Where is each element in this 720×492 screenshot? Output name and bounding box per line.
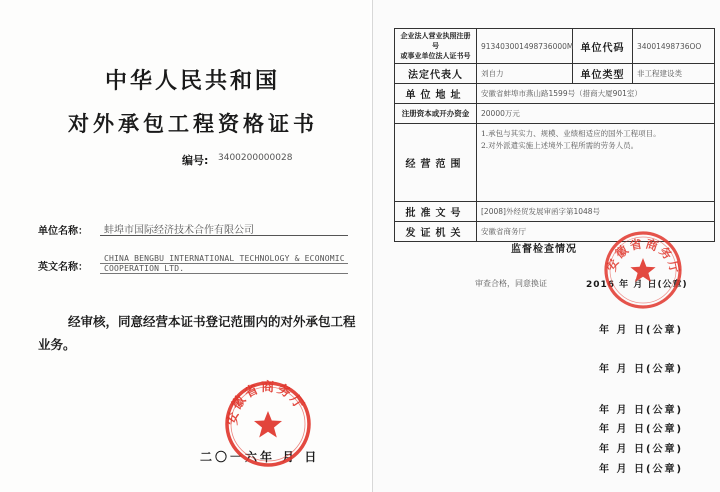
english-name-underline-2	[100, 273, 348, 274]
legal-rep-label: 法定代表人	[395, 64, 477, 84]
issuer-value: 安徽省商务厅	[477, 222, 715, 242]
table-row	[395, 202, 715, 222]
approval-doc-label: 批准文号	[395, 202, 477, 222]
certificate-title-line1: 中华人民共和国	[105, 68, 281, 94]
table-row	[395, 64, 715, 84]
unit-code-value: 34001498736OO	[633, 29, 715, 64]
unit-name-label: 单位名称：	[38, 226, 88, 237]
inspection-seal-stamp	[601, 228, 685, 312]
business-scope-line2: 2.对外派遣实施上述境外工程所需的劳务人员。	[481, 141, 639, 150]
seal-text: 安徽省商务厅	[225, 380, 308, 427]
address-label: 单位地址	[395, 84, 477, 104]
supervision-section-title: 监督检查情况	[511, 244, 577, 255]
certificate-right-page	[372, 0, 720, 492]
certificate-title-line2: 对外承包工程资格证书	[68, 111, 318, 136]
table-row	[395, 124, 715, 202]
inspection-entry-3: 年 月 日(公章)	[599, 364, 684, 375]
unit-name-underline	[100, 235, 348, 236]
certificate-info-table	[394, 28, 715, 242]
inspection-entry-5: 年 月 日(公章)	[599, 424, 684, 435]
legal-id-value: 913403001498736000M	[477, 29, 573, 64]
business-scope-value	[477, 124, 715, 202]
address-value: 安徽省蚌埠市燕山路1599号（措商大厦901室）	[477, 84, 715, 104]
legal-rep-value: 刘自力	[477, 64, 573, 84]
inspection-entry-4: 年 月 日(公章)	[599, 405, 684, 416]
issuer-label: 发证机关	[395, 222, 477, 242]
inspection-entry-1: 2016 年 月 日(公章)	[586, 280, 688, 290]
approval-doc-value: [2008]外经贸发展审函字第1048号	[477, 202, 715, 222]
business-scope-line1: 1.承包与其实力、规模、业绩相适应的国外工程项目。	[481, 129, 661, 138]
inspection-note: 审查合格，同意换证	[475, 279, 547, 288]
approval-statement-line2: 业务。	[38, 337, 76, 352]
inspection-entry-6: 年 月 日(公章)	[599, 444, 684, 455]
capital-label: 注册资本或开办资金	[395, 104, 477, 124]
inspection-entry-7: 年 月 日(公章)	[599, 464, 684, 475]
inspection-entry-2: 年 月 日(公章)	[599, 325, 684, 336]
certificate-number-label: 编号:	[182, 154, 209, 167]
table-row	[395, 104, 715, 124]
approval-statement-line1: 经审核，同意经营本证书登记范围内的对外承包工程	[68, 314, 356, 329]
seal-text: 安徽省商务厅	[604, 236, 683, 277]
certificate-number-value: 3400200000028	[218, 153, 293, 163]
table-row	[395, 84, 715, 104]
unit-type-label: 单位类型	[573, 64, 633, 84]
official-seal-stamp	[222, 378, 314, 470]
unit-code-label: 单位代码	[573, 29, 633, 64]
english-name-line1: CHINA BENGBU INTERNATIONAL TECHNOLOGY & ECONOMIC	[104, 254, 345, 263]
english-name-label: 英文名称：	[38, 262, 88, 273]
english-name-line2: COOPERATION LTD.	[104, 264, 185, 273]
legal-id-label: 企业法人营业执照注册号 或事业单位法人证书号	[395, 29, 477, 64]
business-scope-label: 经营范围	[395, 124, 477, 202]
table-row	[395, 29, 715, 64]
unit-name-value: 蚌埠市国际经济技术合作有限公司	[104, 225, 254, 236]
unit-type-value: 非工程建设类	[633, 64, 715, 84]
issue-date: 二〇一六年 月 日	[200, 450, 320, 464]
capital-value: 20000万元	[477, 104, 715, 124]
